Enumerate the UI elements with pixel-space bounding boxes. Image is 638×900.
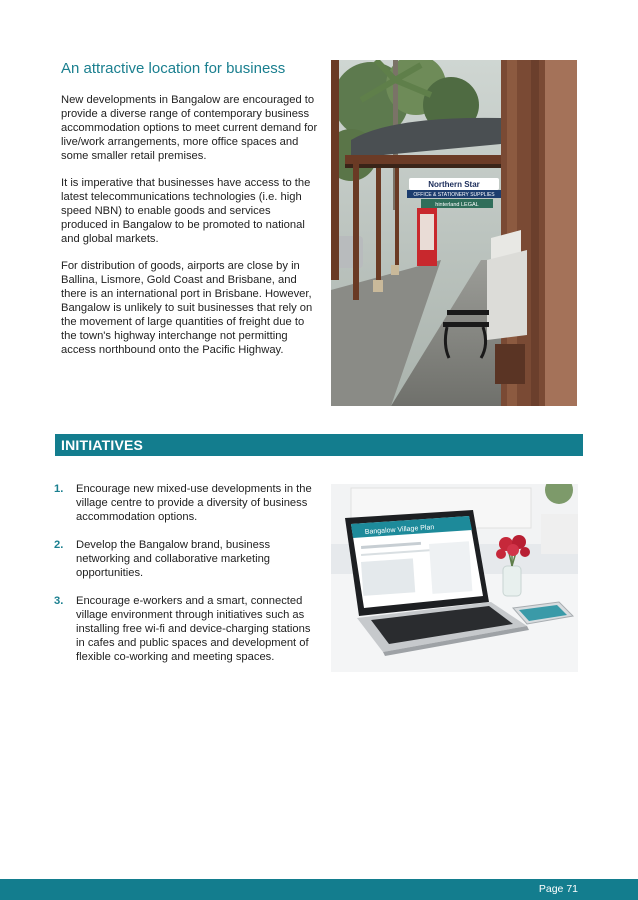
section-title: An attractive location for business: [61, 60, 286, 77]
paragraph: It is imperative that businesses have access to the latest telecommunications technologies (i.e. high speed NBN) to enable goods and services produced in Bangalow to be promoted to national and global markets.: [61, 177, 311, 245]
sign-hinterland-legal: hinterland LEGAL: [435, 202, 479, 208]
intro-text: [61, 93, 319, 370]
list-item: [54, 594, 322, 664]
item-number: 1.: [54, 483, 64, 495]
page-footer: [0, 879, 638, 900]
page-number: Page 71: [538, 883, 578, 895]
item-text: Develop the Bangalow brand, business networking and collaborative marketing opportunities.: [76, 539, 271, 579]
street-photo: [331, 60, 577, 406]
initiatives-list: [54, 482, 322, 678]
item-text: Encourage new mixed-use developments in the village centre to provide a diversity of business accommodation options.: [76, 483, 312, 523]
street-scene-illustration: [331, 60, 577, 406]
paragraph: New developments in Bangalow are encouraged to provide a diverse range of contemporary business accommodation options to meet current demand for live/work arrangements, more office spaces and some smaller retail premises.: [61, 94, 318, 162]
sign-office-supplies: OFFICE & STATIONERY SUPPLIES: [413, 192, 495, 198]
item-number: 3.: [54, 595, 64, 607]
item-number: 2.: [54, 539, 64, 551]
laptop-screen-title: Bangalow Village Plan: [364, 524, 435, 536]
list-item: [54, 538, 322, 580]
paragraph: For distribution of goods, airports are close by in Ballina, Lismore, Gold Coast and Brisbane, and there is an international port in Brisbane. However, Bangalow is unlikely to suit businesses that rely on the movement of large quantities of freight due to the town's highway interchange not permitting access northbound onto the Pacific Highway.: [61, 260, 313, 356]
laptop-photo: [331, 484, 578, 672]
item-text: Encourage e-workers and a smart, connected village environment through initiatives such as installing free wi-fi and device-charging stations in cafes and public spaces and development of flexible co-working and meeting spaces.: [76, 595, 311, 663]
sign-northern-star: Northern Star: [428, 180, 480, 189]
initiatives-heading: INITIATIVES: [61, 437, 144, 453]
laptop-scene-illustration: [331, 484, 578, 672]
list-item: [54, 482, 322, 524]
initiatives-banner: [55, 434, 583, 456]
